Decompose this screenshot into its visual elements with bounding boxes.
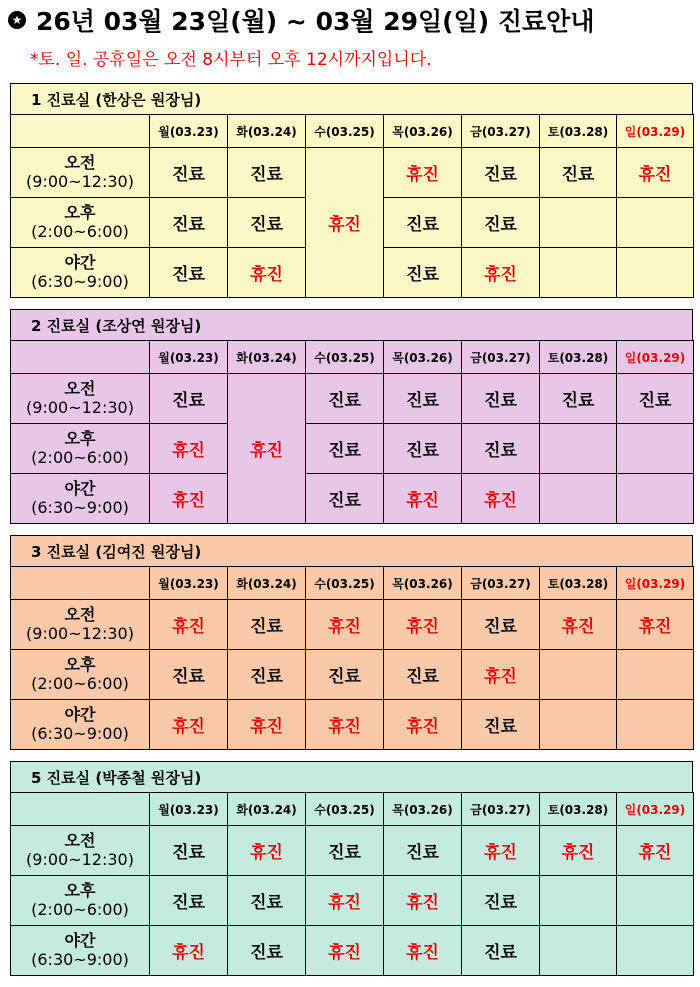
time-slot-label bbox=[11, 248, 150, 298]
status-cell: 휴진 bbox=[306, 148, 384, 298]
header-corner bbox=[11, 567, 150, 600]
slot-name: 야간 bbox=[64, 479, 96, 499]
time-slot-label bbox=[11, 148, 150, 198]
status-cell: 진료 bbox=[228, 148, 306, 198]
day-header: 금(03.27) bbox=[462, 793, 540, 826]
slot-name: 야간 bbox=[64, 931, 96, 951]
table-row bbox=[11, 600, 694, 650]
table-header-row bbox=[11, 115, 694, 148]
table-row bbox=[11, 826, 694, 876]
day-header: 금(03.27) bbox=[462, 341, 540, 374]
day-header: 금(03.27) bbox=[462, 567, 540, 600]
slot-time: (9:00~12:30) bbox=[26, 397, 134, 417]
status-cell: 휴진 bbox=[462, 650, 540, 700]
status-cell: 휴진 bbox=[150, 600, 228, 650]
status-cell: 진료 bbox=[228, 926, 306, 976]
day-header: 목(03.26) bbox=[384, 567, 462, 600]
status-cell: 휴진 bbox=[384, 600, 462, 650]
status-cell bbox=[540, 424, 617, 474]
status-cell: 휴진 bbox=[306, 600, 384, 650]
status-cell: 진료 bbox=[150, 248, 228, 298]
table-row bbox=[11, 876, 694, 926]
status-cell: 휴진 bbox=[384, 700, 462, 750]
slot-time: (2:00~6:00) bbox=[31, 899, 129, 919]
status-cell: 휴진 bbox=[150, 926, 228, 976]
status-cell: 진료 bbox=[228, 650, 306, 700]
status-cell: 휴진 bbox=[306, 700, 384, 750]
page-title bbox=[6, 4, 696, 36]
day-header: 화(03.24) bbox=[228, 567, 306, 600]
status-cell bbox=[617, 700, 694, 750]
status-cell: 진료 bbox=[306, 424, 384, 474]
status-cell: 휴진 bbox=[306, 876, 384, 926]
slot-time: (6:30~9:00) bbox=[31, 723, 129, 743]
slot-name: 오후 bbox=[64, 429, 96, 449]
room-title: 5 진료실 (박종철 원장님) bbox=[10, 761, 693, 792]
status-cell: 진료 bbox=[384, 248, 462, 298]
status-cell: 진료 bbox=[228, 600, 306, 650]
status-cell: 휴진 bbox=[384, 474, 462, 524]
status-cell bbox=[617, 248, 694, 298]
slot-name: 야간 bbox=[64, 253, 96, 273]
weekend-notice: *토. 일. 공휴일은 오전 8시부터 오후 12시까지입니다. bbox=[30, 49, 432, 70]
status-cell: 진료 bbox=[150, 876, 228, 926]
time-slot-label bbox=[11, 700, 150, 750]
slot-name: 오전 bbox=[64, 831, 96, 851]
status-cell: 진료 bbox=[150, 826, 228, 876]
status-cell: 진료 bbox=[228, 198, 306, 248]
status-cell: 진료 bbox=[150, 198, 228, 248]
status-cell: 진료 bbox=[150, 650, 228, 700]
table-header-row bbox=[11, 567, 694, 600]
status-cell bbox=[540, 474, 617, 524]
status-cell: 휴진 bbox=[228, 248, 306, 298]
status-cell: 진료 bbox=[462, 148, 540, 198]
status-cell: 진료 bbox=[384, 424, 462, 474]
status-cell: 휴진 bbox=[617, 826, 694, 876]
star-circle-icon: ★ bbox=[8, 11, 26, 29]
page-title-text: 26년 03월 23일(월) ~ 03월 29일(일) 진료안내 bbox=[36, 7, 595, 36]
status-cell: 진료 bbox=[540, 148, 617, 198]
slot-time: (9:00~12:30) bbox=[26, 623, 134, 643]
day-header: 수(03.25) bbox=[306, 341, 384, 374]
slot-name: 오후 bbox=[64, 655, 96, 675]
status-cell: 진료 bbox=[384, 374, 462, 424]
table-row bbox=[11, 148, 694, 198]
day-header: 수(03.25) bbox=[306, 567, 384, 600]
room-section bbox=[10, 535, 693, 750]
time-slot-label bbox=[11, 424, 150, 474]
time-slot-label bbox=[11, 876, 150, 926]
day-header: 토(03.28) bbox=[540, 567, 617, 600]
day-header: 토(03.28) bbox=[540, 793, 617, 826]
day-header: 화(03.24) bbox=[228, 793, 306, 826]
status-cell: 진료 bbox=[306, 474, 384, 524]
status-cell: 휴진 bbox=[462, 248, 540, 298]
table-header-row bbox=[11, 793, 694, 826]
day-header: 일(03.29) bbox=[617, 341, 694, 374]
status-cell: 진료 bbox=[306, 374, 384, 424]
status-cell: 휴진 bbox=[540, 600, 617, 650]
schedule-table bbox=[10, 340, 694, 524]
table-row bbox=[11, 374, 694, 424]
header-corner bbox=[11, 115, 150, 148]
day-header: 수(03.25) bbox=[306, 793, 384, 826]
status-cell bbox=[540, 198, 617, 248]
day-header: 금(03.27) bbox=[462, 115, 540, 148]
status-cell: 진료 bbox=[540, 374, 617, 424]
day-header: 월(03.23) bbox=[150, 793, 228, 826]
room-title: 3 진료실 (김여진 원장님) bbox=[10, 535, 693, 566]
status-cell: 휴진 bbox=[462, 474, 540, 524]
slot-name: 오전 bbox=[64, 605, 96, 625]
status-cell: 휴진 bbox=[617, 148, 694, 198]
time-slot-label bbox=[11, 474, 150, 524]
status-cell: 진료 bbox=[384, 826, 462, 876]
status-cell: 휴진 bbox=[617, 600, 694, 650]
status-cell: 진료 bbox=[384, 650, 462, 700]
time-slot-label bbox=[11, 600, 150, 650]
status-cell: 휴진 bbox=[150, 424, 228, 474]
status-cell bbox=[540, 650, 617, 700]
time-slot-label bbox=[11, 926, 150, 976]
time-slot-label bbox=[11, 198, 150, 248]
day-header: 목(03.26) bbox=[384, 115, 462, 148]
status-cell: 휴진 bbox=[540, 826, 617, 876]
day-header: 일(03.29) bbox=[617, 793, 694, 826]
status-cell: 휴진 bbox=[384, 876, 462, 926]
status-cell: 진료 bbox=[462, 600, 540, 650]
slot-time: (6:30~9:00) bbox=[31, 497, 129, 517]
status-cell: 진료 bbox=[462, 198, 540, 248]
time-slot-label bbox=[11, 650, 150, 700]
day-header: 목(03.26) bbox=[384, 793, 462, 826]
room-section bbox=[10, 83, 693, 298]
day-header: 토(03.28) bbox=[540, 115, 617, 148]
day-header: 월(03.23) bbox=[150, 341, 228, 374]
status-cell: 진료 bbox=[462, 374, 540, 424]
status-cell: 휴진 bbox=[306, 926, 384, 976]
status-cell bbox=[540, 248, 617, 298]
table-row bbox=[11, 700, 694, 750]
day-header: 토(03.28) bbox=[540, 341, 617, 374]
day-header: 화(03.24) bbox=[228, 341, 306, 374]
status-cell: 휴진 bbox=[228, 700, 306, 750]
status-cell bbox=[617, 876, 694, 926]
status-cell: 휴진 bbox=[150, 474, 228, 524]
time-slot-label bbox=[11, 374, 150, 424]
slot-time: (2:00~6:00) bbox=[31, 673, 129, 693]
slot-name: 야간 bbox=[64, 705, 96, 725]
status-cell bbox=[617, 926, 694, 976]
room-title: 2 진료실 (조상연 원장님) bbox=[10, 309, 693, 340]
slot-time: (9:00~12:30) bbox=[26, 849, 134, 869]
day-header: 일(03.29) bbox=[617, 567, 694, 600]
slot-time: (2:00~6:00) bbox=[31, 221, 129, 241]
status-cell: 진료 bbox=[306, 650, 384, 700]
slot-name: 오후 bbox=[64, 881, 96, 901]
day-header: 월(03.23) bbox=[150, 115, 228, 148]
status-cell: 휴진 bbox=[228, 826, 306, 876]
header-corner bbox=[11, 341, 150, 374]
day-header: 화(03.24) bbox=[228, 115, 306, 148]
day-header: 목(03.26) bbox=[384, 341, 462, 374]
status-cell bbox=[540, 926, 617, 976]
status-cell: 진료 bbox=[617, 374, 694, 424]
table-row bbox=[11, 424, 694, 474]
schedule-table bbox=[10, 114, 694, 298]
slot-name: 오전 bbox=[64, 379, 96, 399]
slot-name: 오전 bbox=[64, 153, 96, 173]
status-cell: 진료 bbox=[384, 198, 462, 248]
status-cell: 휴진 bbox=[150, 700, 228, 750]
schedule-table bbox=[10, 566, 694, 750]
status-cell bbox=[617, 424, 694, 474]
status-cell: 휴진 bbox=[384, 926, 462, 976]
day-header: 월(03.23) bbox=[150, 567, 228, 600]
time-slot-label bbox=[11, 826, 150, 876]
slot-time: (6:30~9:00) bbox=[31, 271, 129, 291]
room-section bbox=[10, 761, 693, 976]
slot-time: (9:00~12:30) bbox=[26, 171, 134, 191]
status-cell bbox=[617, 474, 694, 524]
status-cell: 휴진 bbox=[228, 374, 306, 524]
slot-name: 오후 bbox=[64, 203, 96, 223]
schedule-table bbox=[10, 792, 694, 976]
status-cell: 휴진 bbox=[384, 148, 462, 198]
slot-time: (6:30~9:00) bbox=[31, 949, 129, 969]
status-cell: 진료 bbox=[462, 926, 540, 976]
status-cell: 진료 bbox=[462, 876, 540, 926]
status-cell bbox=[540, 700, 617, 750]
table-row bbox=[11, 474, 694, 524]
slot-time: (2:00~6:00) bbox=[31, 447, 129, 467]
status-cell: 진료 bbox=[150, 374, 228, 424]
room-title: 1 진료실 (한상은 원장님) bbox=[10, 83, 693, 114]
day-header: 수(03.25) bbox=[306, 115, 384, 148]
status-cell: 휴진 bbox=[462, 826, 540, 876]
status-cell bbox=[617, 650, 694, 700]
status-cell bbox=[617, 198, 694, 248]
table-header-row bbox=[11, 341, 694, 374]
status-cell: 진료 bbox=[228, 876, 306, 926]
room-section bbox=[10, 309, 693, 524]
status-cell bbox=[540, 876, 617, 926]
table-row bbox=[11, 650, 694, 700]
status-cell: 진료 bbox=[150, 148, 228, 198]
table-row bbox=[11, 926, 694, 976]
status-cell: 진료 bbox=[462, 424, 540, 474]
day-header: 일(03.29) bbox=[617, 115, 694, 148]
status-cell: 진료 bbox=[306, 826, 384, 876]
status-cell: 진료 bbox=[462, 700, 540, 750]
header-corner bbox=[11, 793, 150, 826]
